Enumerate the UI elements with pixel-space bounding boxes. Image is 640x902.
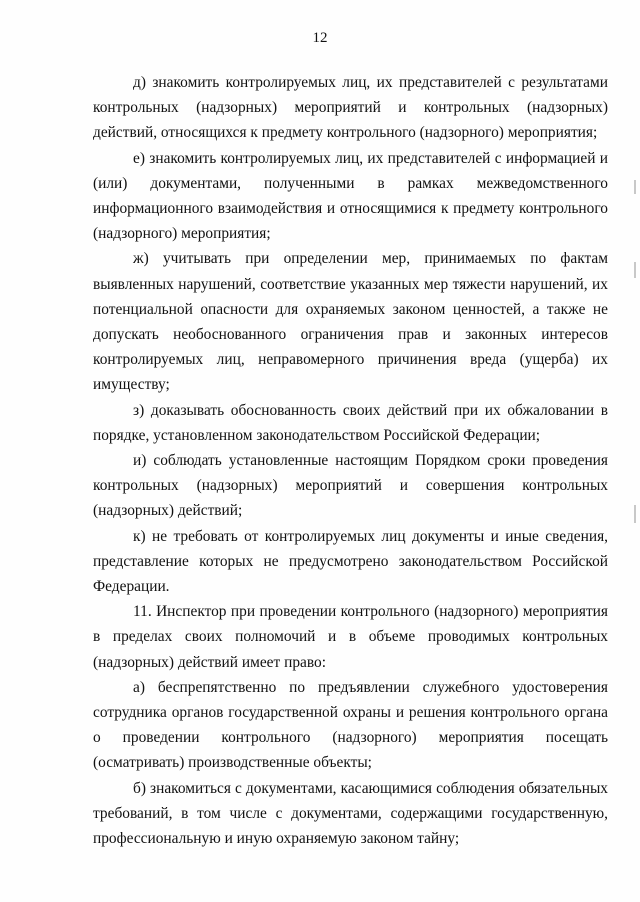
paragraph-b: б) знакомиться с документами, касающимися соблюдения обязательных требований, в том числе с документами, содержащими государственную, профессиональную и иную охраняемую законом тайну; [93, 779, 608, 848]
paragraph-k: к) не требовать от контролируемых лиц документы и иные сведения, представление которых не предусмотрено законодательством Российской Федерации. [93, 527, 608, 596]
scan-edge-mark [634, 180, 636, 194]
document-body [93, 70, 608, 851]
paragraph-d: д) знакомить контролируемых лиц, их представителей с результатами контрольных (надзорных) мероприятий и контрольных (надзорных) действий, относящихся к предмету контрольного (надзорного) мероприятия; [93, 74, 608, 142]
scan-edge-mark [634, 262, 636, 278]
paragraph-11: 11. Инспектор при проведении контрольного (надзорного) мероприятия в пределах своих полномочий и в объеме проводимых контрольных (надзорных) действий имеет право: [93, 603, 608, 671]
paragraph-zh: ж) учитывать при определении мер, принимаемых по фактам выявленных нарушений, соответствие указанных мер тяжести нарушений, их потенциальной опасности для охраняемых законом ценностей, а также не допускать необоснованного ограничения прав и законных интересов контролируемых лиц, неправомерного причинения вреда (ущерба) их имуществу; [93, 250, 608, 394]
paragraph-e: е) знакомить контролируемых лиц, их представителей с информацией и (или) документами, полученными в рамках межведомственного информационного взаимодействия и относящимися к предмету контрольного (надзорного) мероприятия; [93, 149, 608, 243]
page-number: 12 [312, 30, 328, 46]
scan-edge-mark [634, 505, 636, 523]
paragraph-a: а) беспрепятственно по предъявлении служебного удостоверения сотрудника органов государственной охраны и решения контрольного органа о проведении контрольного (надзорного) мероприятия посещать (осматривать) производственные объекты; [93, 678, 608, 772]
paragraph-z: з) доказывать обоснованность своих действий при их обжаловании в порядке, установленном законодательством Российской Федерации; [93, 401, 608, 444]
paragraph-i: и) соблюдать установленные настоящим Порядком сроки проведения контрольных (надзорных) мероприятий и совершения контрольных (надзорных) действий; [93, 452, 608, 520]
